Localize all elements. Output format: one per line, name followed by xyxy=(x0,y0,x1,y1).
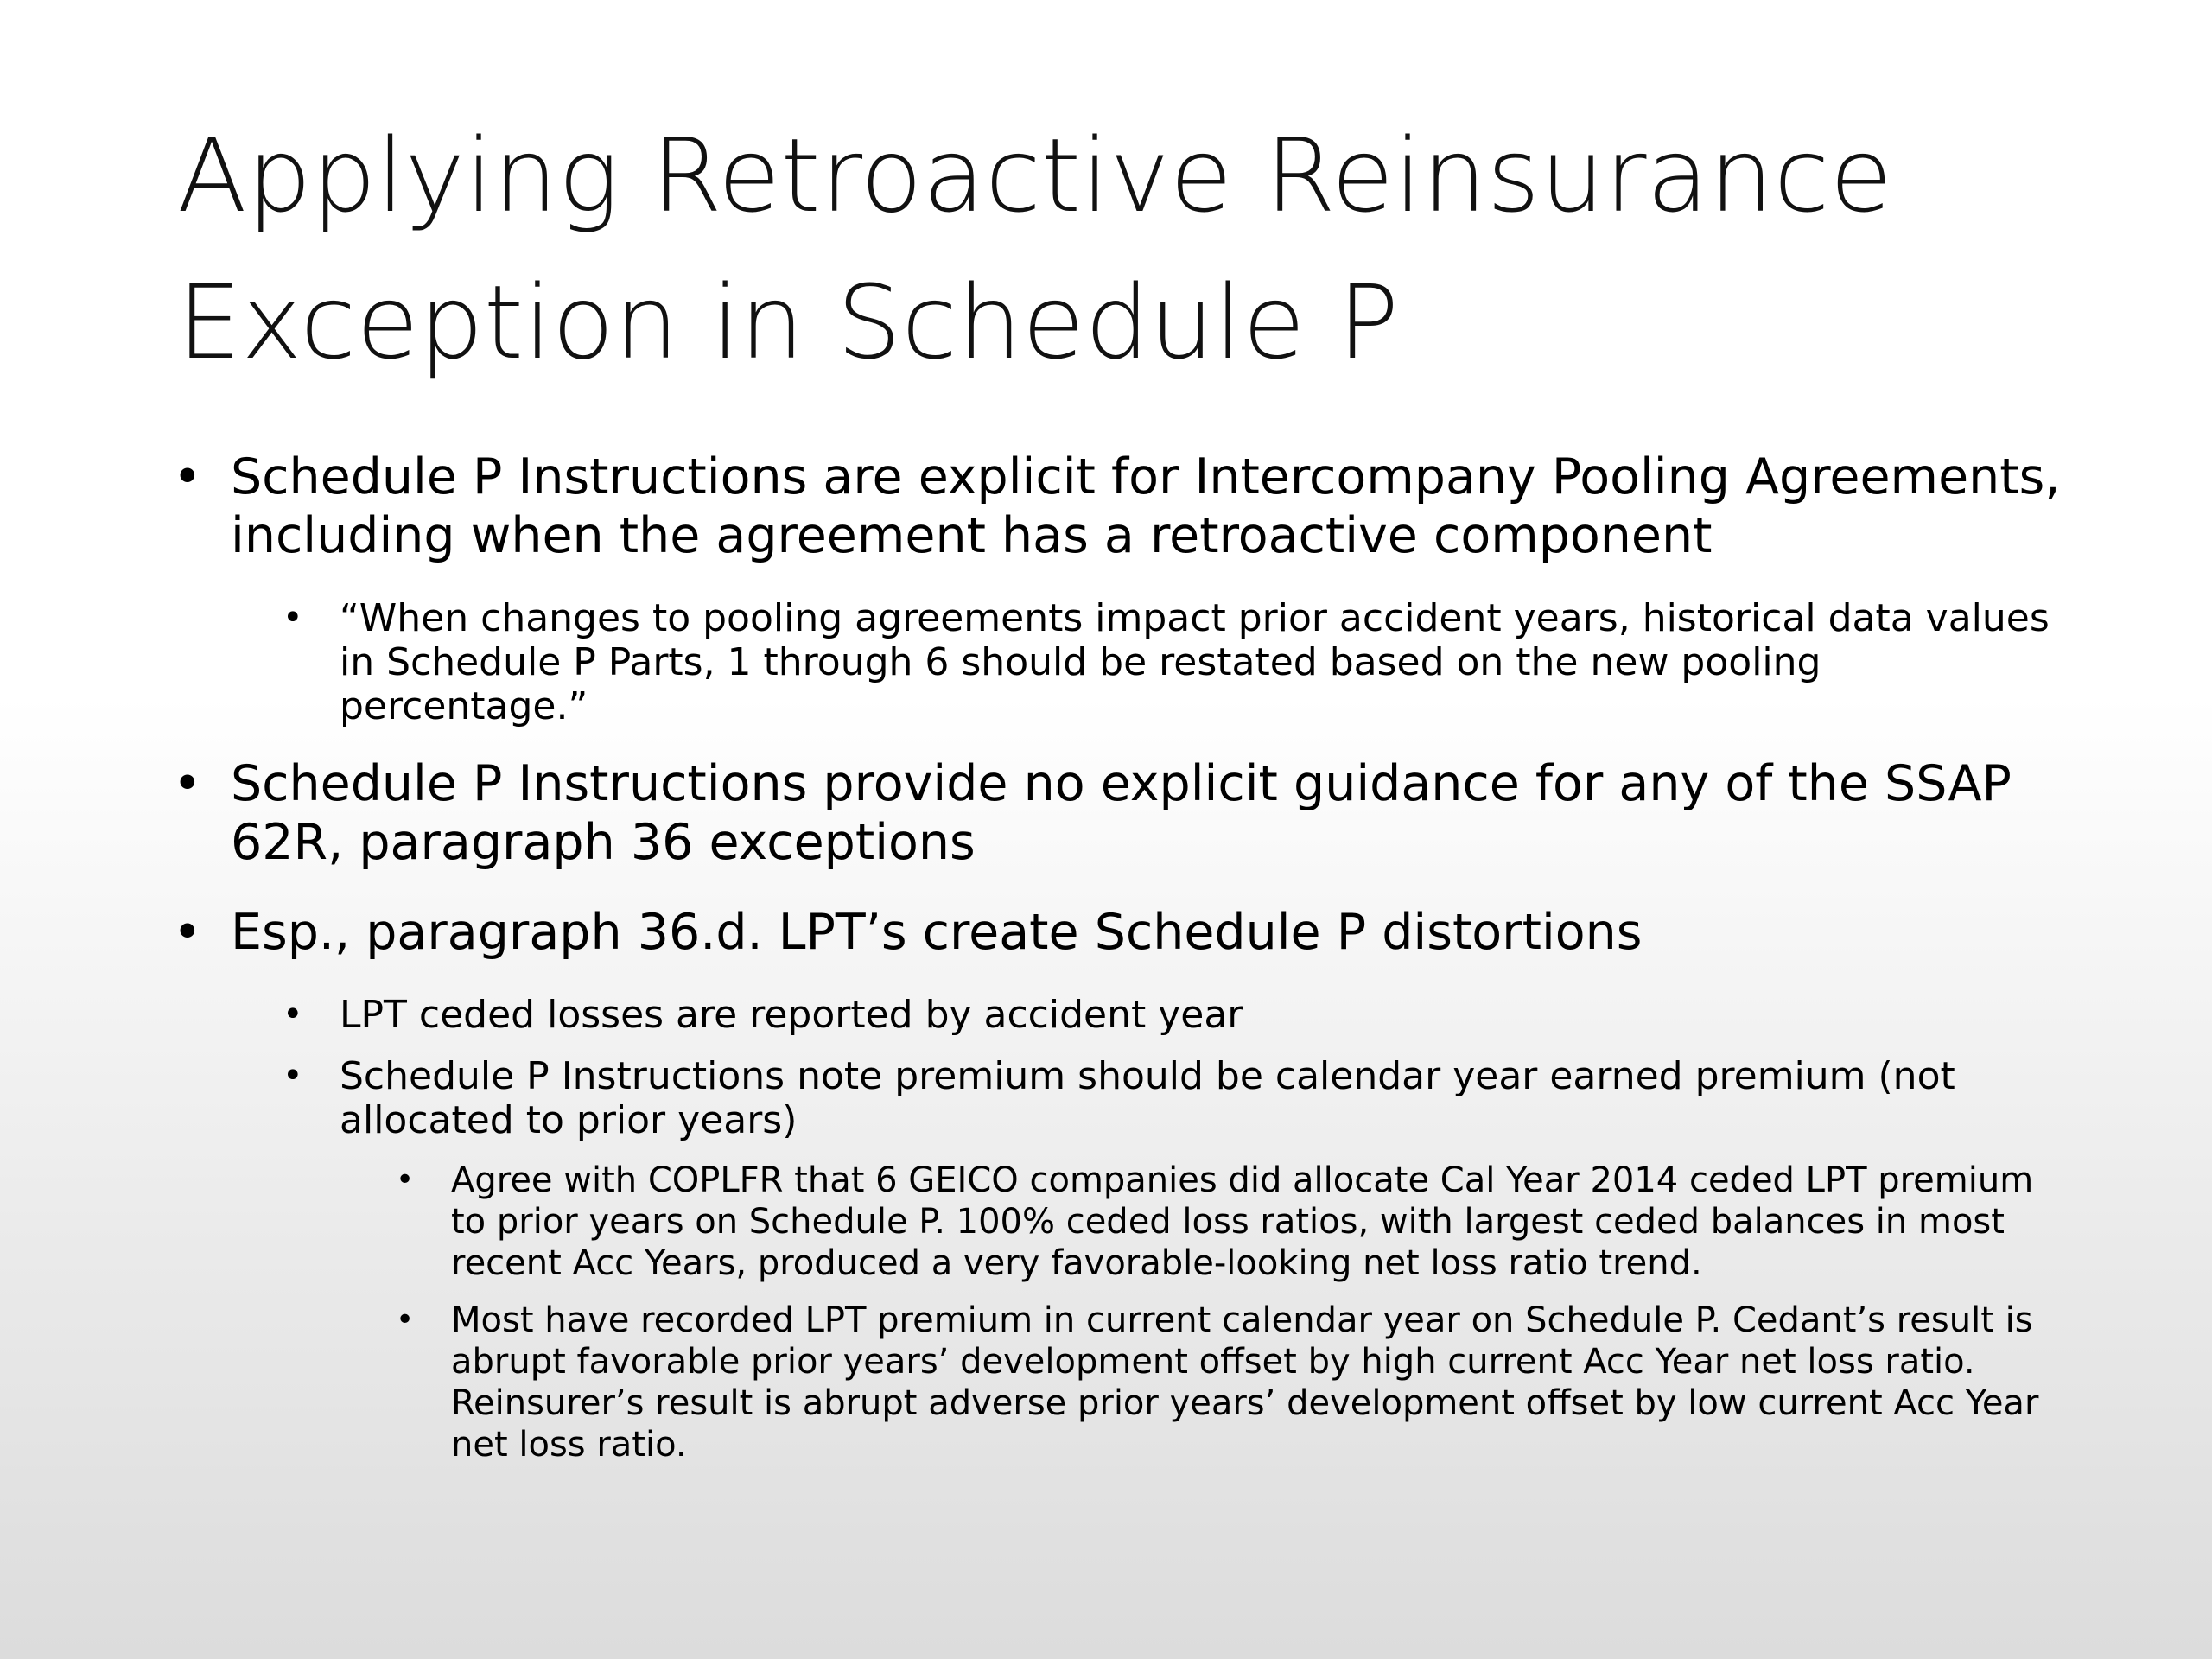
sub-sub-bullet-item xyxy=(173,1300,2074,1465)
sub-sub-bullet-text: Agree with COPLFR that 6 GEICO companies did allocate Cal Year 2014 ceded LPT premium to prior years on Schedule P. 100% ceded loss ratios, with largest ceded balances in most recent Acc Years, produced a very favorable-looking net loss ratio trend. xyxy=(451,1160,2034,1283)
bullet-item xyxy=(173,448,2074,565)
sub-bullet-item xyxy=(173,993,2074,1037)
slide-title xyxy=(177,102,2121,396)
bullet-text: Esp., paragraph 36.d. LPT’s create Schedule P distortions xyxy=(231,904,1643,961)
sub-bullet-text: “When changes to pooling agreements impact prior accident years, historical data values in Schedule P Parts, 1 through 6 should be restated based on the new pooling percentage.” xyxy=(340,596,2050,728)
slide-title-line-1: Applying Retroactive Reinsurance xyxy=(177,116,1893,235)
bullet-text: Schedule P Instructions provide no explicit guidance for any of the SSAP 62R, paragraph 36 exceptions xyxy=(231,755,2012,871)
sub-bullet-item xyxy=(173,596,2074,728)
bullet-list xyxy=(173,448,2074,1481)
bullet-item xyxy=(173,754,2074,872)
bullet-dot-icon: • xyxy=(396,1302,415,1338)
sub-bullet-text: Schedule P Instructions note premium should be calendar year earned premium (not allocated to prior years) xyxy=(340,1054,1955,1142)
bullet-dot-icon: • xyxy=(283,995,303,1034)
bullet-dot-icon: • xyxy=(173,448,202,505)
bullet-dot-icon: • xyxy=(173,904,202,961)
bullet-dot-icon: • xyxy=(283,1056,303,1096)
sub-bullet-item xyxy=(173,1054,2074,1142)
slide-title-line-2: Exception in Schedule P xyxy=(177,263,1400,382)
bullet-dot-icon: • xyxy=(173,755,202,812)
bullet-dot-icon: • xyxy=(396,1162,415,1198)
bullet-item xyxy=(173,903,2074,962)
sub-sub-bullet-item xyxy=(173,1160,2074,1284)
sub-sub-bullet-text: Most have recorded LPT premium in current calendar year on Schedule P. Cedant’s result is abrupt favorable prior years’ development offset by high current Acc Year net loss ratio. Reinsurer’s result is abrupt adverse prior years’ development offset by low current Acc Year net loss ratio. xyxy=(451,1300,2039,1465)
sub-bullet-text: LPT ceded losses are reported by accident year xyxy=(340,993,1243,1037)
bullet-text: Schedule P Instructions are explicit for Intercompany Pooling Agreements, including when the agreement has a retroactive component xyxy=(231,448,2061,564)
bullet-dot-icon: • xyxy=(283,598,303,638)
